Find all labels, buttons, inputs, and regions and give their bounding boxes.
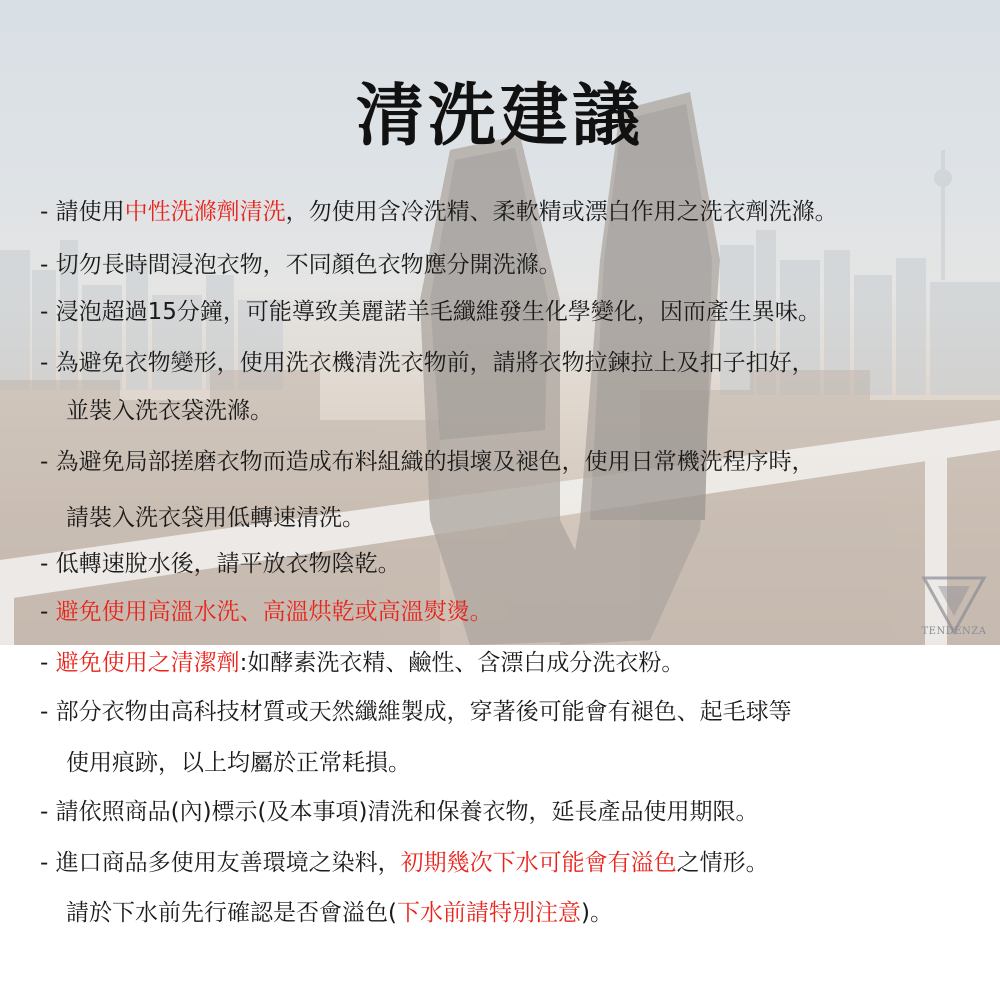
- instruction-text: - 浸泡超過15分鐘，可能導致美麗諾羊毛纖維發生化學變化，因而產生異味。: [40, 299, 821, 325]
- instruction-line: [40, 348, 815, 378]
- highlighted-text: 中性洗滌劑清洗: [124, 199, 286, 225]
- instruction-line: [66, 898, 613, 928]
- instruction-text: - 為避免衣物變形，使用洗衣機清洗衣物前，請將衣物拉鍊拉上及扣子扣好，: [40, 350, 815, 376]
- instruction-line: [40, 250, 562, 280]
- instruction-text: -: [40, 650, 56, 676]
- instruction-text: 之情形。: [676, 850, 769, 876]
- instruction-text: - 低轉速脫水後，請平放衣物陰乾。: [40, 551, 401, 577]
- logo-text: TENDENZA: [921, 626, 987, 637]
- instruction-text: - 切勿長時間浸泡衣物，不同顏色衣物應分開洗滌。: [40, 252, 562, 278]
- instruction-line: [40, 697, 792, 727]
- instruction-text: ，勿使用含冷洗精、柔軟精或漂白作用之洗衣劑洗滌。: [285, 199, 838, 225]
- instruction-line: [40, 549, 401, 579]
- highlighted-text: 下水前請特別注意: [396, 900, 581, 926]
- instruction-line: [66, 396, 273, 426]
- page-title: 清洗建議: [355, 77, 644, 156]
- instruction-text: :如酵素洗衣精、鹼性、含漂白成分洗衣粉。: [239, 650, 685, 676]
- instruction-line: [40, 648, 684, 678]
- highlighted-text: 避免使用之清潔劑: [55, 650, 240, 676]
- instruction-text: 並裝入洗衣袋洗滌。: [66, 398, 273, 424]
- instruction-line: [40, 597, 493, 627]
- instruction-text: -: [40, 599, 56, 625]
- instruction-line: [40, 797, 759, 827]
- instruction-text: 請裝入洗衣袋用低轉速清洗。: [66, 505, 365, 531]
- instruction-line: [40, 848, 769, 878]
- instruction-line: [66, 748, 411, 778]
- instruction-line: [40, 447, 815, 477]
- instruction-text: - 請依照商品(內)標示(及本事項)清洗和保養衣物，延長產品使用期限。: [40, 799, 759, 825]
- instruction-text: - 為避免局部搓磨衣物而造成布料組織的損壞及褪色，使用日常機洗程序時，: [40, 449, 815, 475]
- instruction-text: 請於下水前先行確認是否會溢色(: [66, 900, 397, 926]
- instruction-line: [66, 503, 365, 533]
- instruction-line: [40, 197, 838, 227]
- highlighted-text: 避免使用高溫水洗、高溫烘乾或高溫熨燙。: [55, 599, 493, 625]
- instruction-text: - 進口商品多使用友善環境之染料，: [40, 850, 401, 876]
- instruction-text: 使用痕跡，以上均屬於正常耗損。: [66, 750, 411, 776]
- instruction-line: [40, 297, 821, 327]
- instruction-text: )。: [580, 900, 613, 926]
- instruction-text: - 部分衣物由高科技材質或天然纖維製成，穿著後可能會有褪色、起毛球等: [40, 699, 792, 725]
- highlighted-text: 初期幾次下水可能會有溢色: [400, 850, 677, 876]
- instruction-text: - 請使用: [40, 199, 125, 225]
